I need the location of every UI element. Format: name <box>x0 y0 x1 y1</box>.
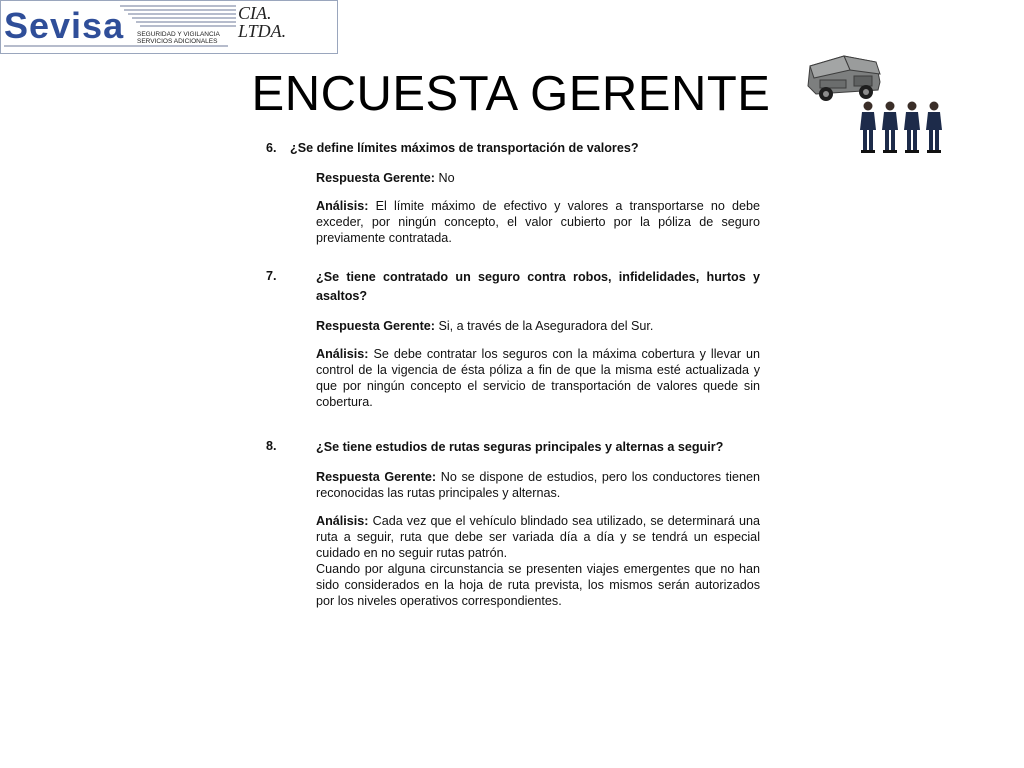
question-8 <box>266 438 760 609</box>
analysis-label: Análisis: <box>316 347 369 361</box>
question-7-number: 7. <box>266 269 277 283</box>
logo-ltda: LTDA. <box>238 21 287 41</box>
analysis-label: Análisis: <box>316 514 369 528</box>
question-7-heading <box>266 268 760 306</box>
question-6 <box>266 140 760 246</box>
question-6-number: 6. <box>266 141 277 155</box>
analysis-text: Cada vez que el vehículo blindado sea utilizado, se determinará una ruta a seguir, ruta que debe ser variada día a día y se tendrá un especial cuidado en no seguir rutas patrón. <box>316 514 761 560</box>
answer-label: Respuesta Gerente: <box>316 470 437 484</box>
company-logo <box>0 0 338 54</box>
question-7-text: ¿Se tiene contratado un seguro contra robos, infidelidades, hurtos y asaltos? <box>316 270 760 303</box>
security-guards-icon <box>856 100 948 154</box>
answer-text: No <box>438 171 455 185</box>
answer-text: Si, a través de la Aseguradora del Sur. <box>438 319 654 333</box>
question-7-answer <box>316 318 760 334</box>
question-7 <box>266 268 760 410</box>
armored-truck-icon <box>804 52 886 104</box>
survey-document <box>266 140 760 609</box>
logo-cia: CIA. <box>238 3 272 23</box>
page-title: ENCUESTA GERENTE <box>251 67 771 121</box>
question-6-answer <box>316 170 760 186</box>
question-6-analysis <box>316 198 760 246</box>
answer-label: Respuesta Gerente: <box>316 171 435 185</box>
question-6-text: ¿Se define límites máximos de transportación de valores? <box>290 141 639 155</box>
logo-tagline-line1: SEGURIDAD Y VIGILANCIA <box>137 31 220 38</box>
answer-label: Respuesta Gerente: <box>316 319 435 333</box>
question-8-analysis-extra: Cuando por alguna circunstancia se presenten viajes emergentes que no han sido considerados en la hoja de ruta prevista, los mismos serán autorizados por los niveles operativos correspondientes. <box>316 562 760 608</box>
question-8-heading <box>266 438 760 457</box>
question-8-answer <box>316 469 760 501</box>
question-8-analysis <box>316 513 760 561</box>
answer-text: No se dispone de estudios, pero los conductores tienen reconocidas las rutas principales y alternas. <box>316 470 760 500</box>
question-7-analysis <box>316 346 760 410</box>
logo-name: Sevisa <box>4 5 125 46</box>
analysis-text: El límite máximo de efectivo y valores a transportarse no debe exceder, por ningún concepto, el valor cubierto por la póliza de seguro previamente contratada. <box>316 199 761 245</box>
analysis-text: Se debe contratar los seguros con la máxima cobertura y llevar un control de la vigencia de ésta póliza a fin de que la misma esté actualizada y que por ningún concepto el servicio de transportación de valores quede sin cobertura. <box>316 347 761 409</box>
question-6-heading <box>266 140 760 156</box>
logo-tagline-line2: SERVICIOS ADICIONALES <box>137 38 218 45</box>
question-8-number: 8. <box>266 439 277 453</box>
question-8-text: ¿Se tiene estudios de rutas seguras principales y alternas a seguir? <box>316 440 724 454</box>
analysis-label: Análisis: <box>316 199 369 213</box>
